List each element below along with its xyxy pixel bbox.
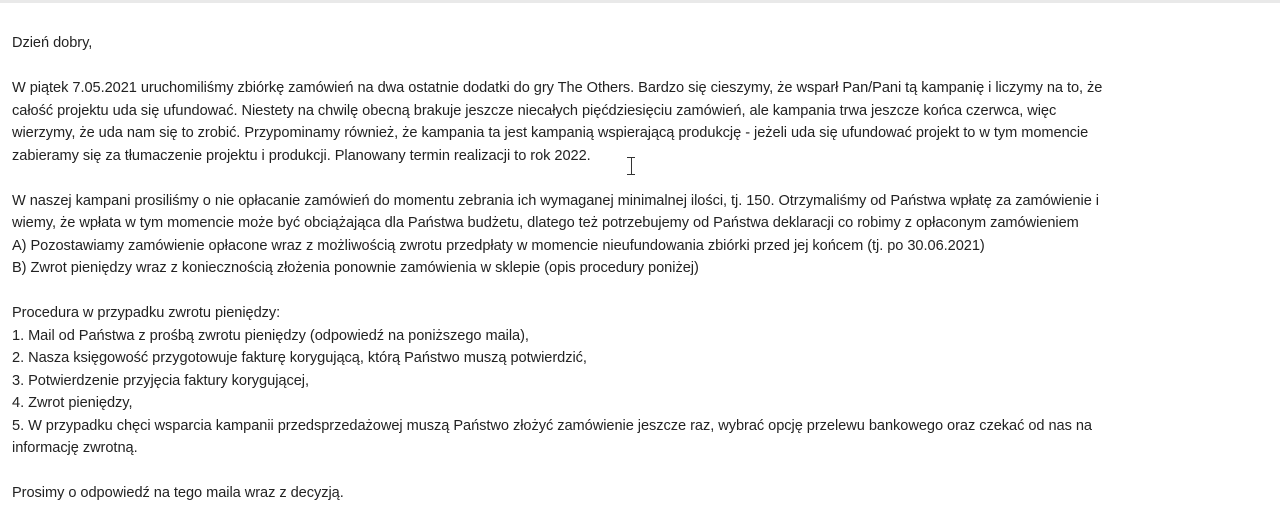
procedure-step-3: 3. Potwierdzenie przyjęcia faktury korygującej,: [12, 372, 309, 389]
paragraph-2-line-1: W naszej kampani prosiliśmy o nie opłacanie zamówień do momentu zebrania ich wymaganej minimalnej ilości, tj. 150. Otrzymaliśmy od Państwa wpłatę za zamówienie i: [12, 192, 1099, 209]
procedure-step-5-continued: informację zwrotną.: [12, 440, 138, 456]
blank-line: [12, 55, 1252, 78]
procedure-step-5: 5. W przypadku chęci wsparcia kampanii przedsprzedażowej muszą Państwo złożyć zamówienie jeszcze raz, wybrać opcję przelewu bankowego oraz czekać od nas na: [12, 417, 1092, 434]
paragraph-1-line-1: W piątek 7.05.2021 uruchomiliśmy zbiórkę zamówień na dwa ostatnie dodatki do gry The Others. Bardzo się cieszymy, że wsparł Pan/Pani tą kampanię i liczymy na to, że: [12, 80, 1103, 96]
text-cursor-icon: [627, 157, 635, 175]
procedure-step-1: 1. Mail od Państwa z prośbą zwrotu pieniędzy (odpowiedź na poniższego maila),: [12, 327, 529, 344]
paragraph-1-line-3: wierzymy, że uda nam się to zrobić. Przypominamy również, że kampania ta jest kampanią wspierającą produkcję - jeżeli uda się ufundować projekt to w tym momencie: [12, 125, 1089, 141]
closing-line: Prosimy o odpowiedź na tego maila wraz z decyzją.: [12, 485, 344, 501]
window-top-border: [0, 0, 1280, 3]
greeting: Dzień dobry,: [12, 35, 93, 51]
option-a: A) Pozostawiamy zamówienie opłacone wraz z możliwością zwrotu przedpłaty w momencie nieufundowania zbiórki przed jej końcem (tj. po 30.06.2021): [12, 237, 985, 254]
option-b: B) Zwrot pieniędzy wraz z koniecznością złożenia ponownie zamówienia w sklepie (opis procedury poniżej): [12, 260, 699, 276]
procedure-step-2: 2. Nasza księgowość przygotowuje fakturę korygującą, którą Państwo muszą potwierdzić,: [12, 350, 587, 366]
procedure-step-4: 4. Zwrot pieniędzy,: [12, 395, 133, 411]
paragraph-2-line-2: wiemy, że wpłata w tym momencie może być obciążająca dla Państwa budżetu, dlatego też potrzebujemy od Państwa deklaracji co robimy z opłaconym zamówieniem: [12, 215, 1079, 231]
blank-line: [12, 280, 1252, 303]
blank-line: [12, 460, 1252, 483]
paragraph-1-line-2: całość projektu uda się ufundować. Niestety na chwilę obecną brakuje jeszcze niecałych pięćdziesięciu zamówień, ale kampania trwa jeszcze końca czerwca, więc: [12, 102, 1057, 119]
paragraph-1-line-4: zabieramy się za tłumaczenie projektu i produkcji. Planowany termin realizacji to rok 2022.: [12, 147, 591, 164]
email-body[interactable]: [12, 32, 1252, 505]
procedure-heading: Procedura w przypadku zwrotu pieniędzy:: [12, 305, 281, 321]
